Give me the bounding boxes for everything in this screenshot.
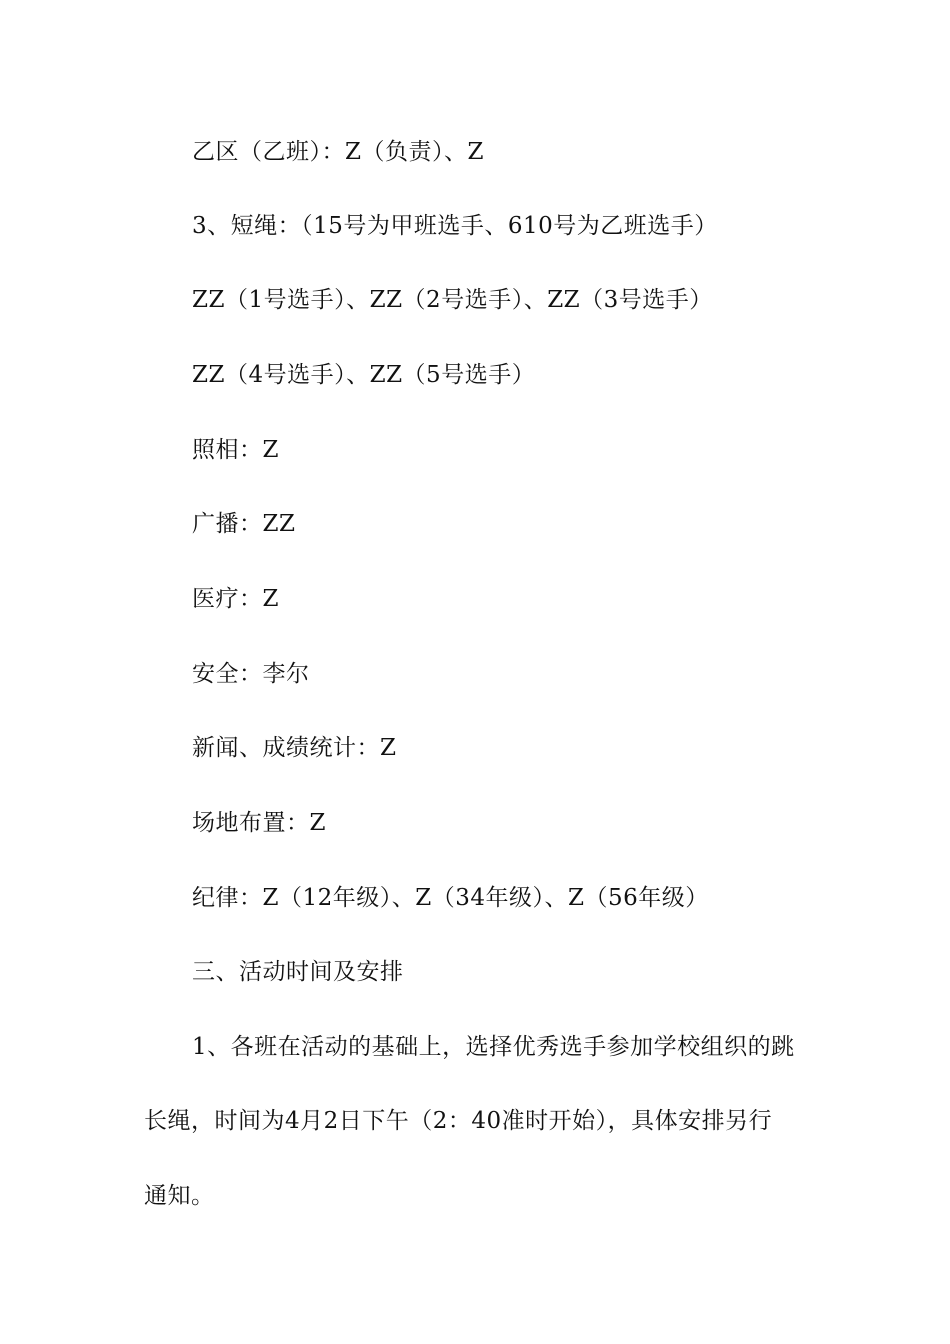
text-line-photography: 照相：Z bbox=[192, 437, 279, 463]
text-line-safety: 安全：李尔 bbox=[192, 661, 310, 687]
text-line-medical: 医疗：Z bbox=[192, 586, 279, 612]
text-line-discipline: 纪律：Z（12年级）、Z（34年级）、Z（56年级） bbox=[192, 885, 709, 911]
text-line-venue: 场地布置：Z bbox=[192, 810, 326, 836]
text-line-zone-b: 乙区（乙班）：Z（负责）、Z bbox=[192, 139, 484, 165]
paragraph-line-2: 长绳，时间为4月2日下午（2：40准时开始），具体安排另行 bbox=[144, 1108, 773, 1134]
paragraph-line-1: 1、各班在活动的基础上，选择优秀选手参加学校组织的跳 bbox=[192, 1034, 795, 1060]
paragraph-line-3: 通知。 bbox=[144, 1183, 215, 1209]
text-line-short-rope: 3、短绳：（15号为甲班选手、610号为乙班选手） bbox=[192, 213, 718, 239]
text-line-broadcast: 广播：ZZ bbox=[192, 511, 296, 537]
text-line-news-stats: 新闻、成绩统计：Z bbox=[192, 735, 397, 761]
text-line-players-4-5: ZZ（4号选手）、ZZ（5号选手） bbox=[192, 362, 536, 388]
section-heading: 三、活动时间及安排 bbox=[192, 959, 404, 985]
text-line-players-1-3: ZZ（1号选手）、ZZ（2号选手）、ZZ（3号选手） bbox=[192, 287, 713, 313]
